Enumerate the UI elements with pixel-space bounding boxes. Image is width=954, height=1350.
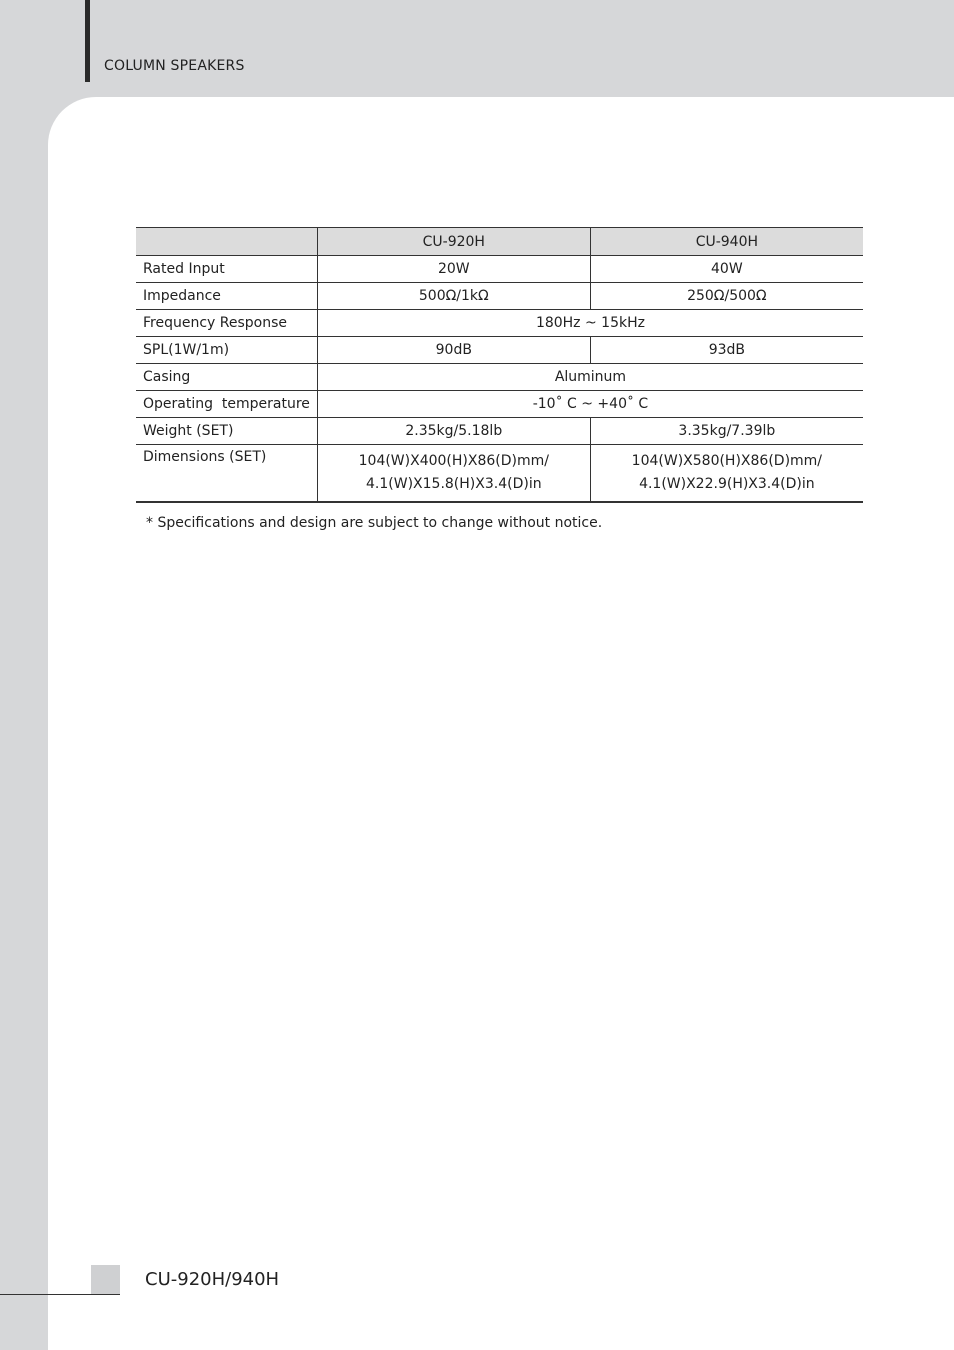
cell-value: 2.35kg/5.18lb <box>317 418 590 445</box>
table-row <box>136 418 863 445</box>
cell-value: 500Ω/1kΩ <box>317 283 590 310</box>
dimension-metric: 104(W)X580(H)X86(D)mm/ <box>631 453 823 469</box>
dimension-imperial: 4.1(W)X22.9(H)X3.4(D)in <box>639 476 815 492</box>
spec-table-header-row <box>136 228 863 256</box>
row-label: Weight (SET) <box>136 418 317 445</box>
cell-value: 3.35kg/7.39lb <box>590 418 863 445</box>
cell-value: 93dB <box>590 337 863 364</box>
cell-value <box>590 445 863 503</box>
table-row <box>136 310 863 337</box>
header-accent-bar <box>85 0 90 82</box>
footer-model-name: CU-920H/940H <box>145 1269 280 1290</box>
dimension-metric: 104(W)X400(H)X86(D)mm/ <box>358 453 549 469</box>
table-row <box>136 445 863 503</box>
table-row <box>136 256 863 283</box>
spec-table <box>136 227 863 503</box>
table-row <box>136 337 863 364</box>
cell-value: 250Ω/500Ω <box>590 283 863 310</box>
cell-value-merged: Aluminum <box>317 364 863 391</box>
row-label: Dimensions (SET) <box>143 449 267 465</box>
cell-value: 40W <box>590 256 863 283</box>
spec-header-cu940h: CU-940H <box>590 228 863 256</box>
cell-value: 90dB <box>317 337 590 364</box>
row-label: SPL(1W/1m) <box>136 337 317 364</box>
spec-header-blank <box>136 228 317 256</box>
spec-header-cu920h: CU-920H <box>317 228 590 256</box>
table-row <box>136 391 863 418</box>
page-marker <box>91 1265 120 1294</box>
row-label: Operating temperature <box>136 391 317 418</box>
cell-value-merged: 180Hz ~ 15kHz <box>317 310 863 337</box>
table-row <box>136 283 863 310</box>
row-label: Impedance <box>136 283 317 310</box>
footer-rule <box>0 1294 120 1295</box>
table-row <box>136 364 863 391</box>
section-title: COLUMN SPEAKERS <box>104 58 245 74</box>
cell-value-merged: -10˚ C ~ +40˚ C <box>317 391 863 418</box>
footnote: * Specifications and design are subject to change without notice. <box>146 515 603 531</box>
row-label: Frequency Response <box>136 310 317 337</box>
row-label: Casing <box>136 364 317 391</box>
cell-value <box>317 445 590 503</box>
dimension-imperial: 4.1(W)X15.8(H)X3.4(D)in <box>366 476 542 492</box>
cell-value: 20W <box>317 256 590 283</box>
row-label: Rated Input <box>136 256 317 283</box>
